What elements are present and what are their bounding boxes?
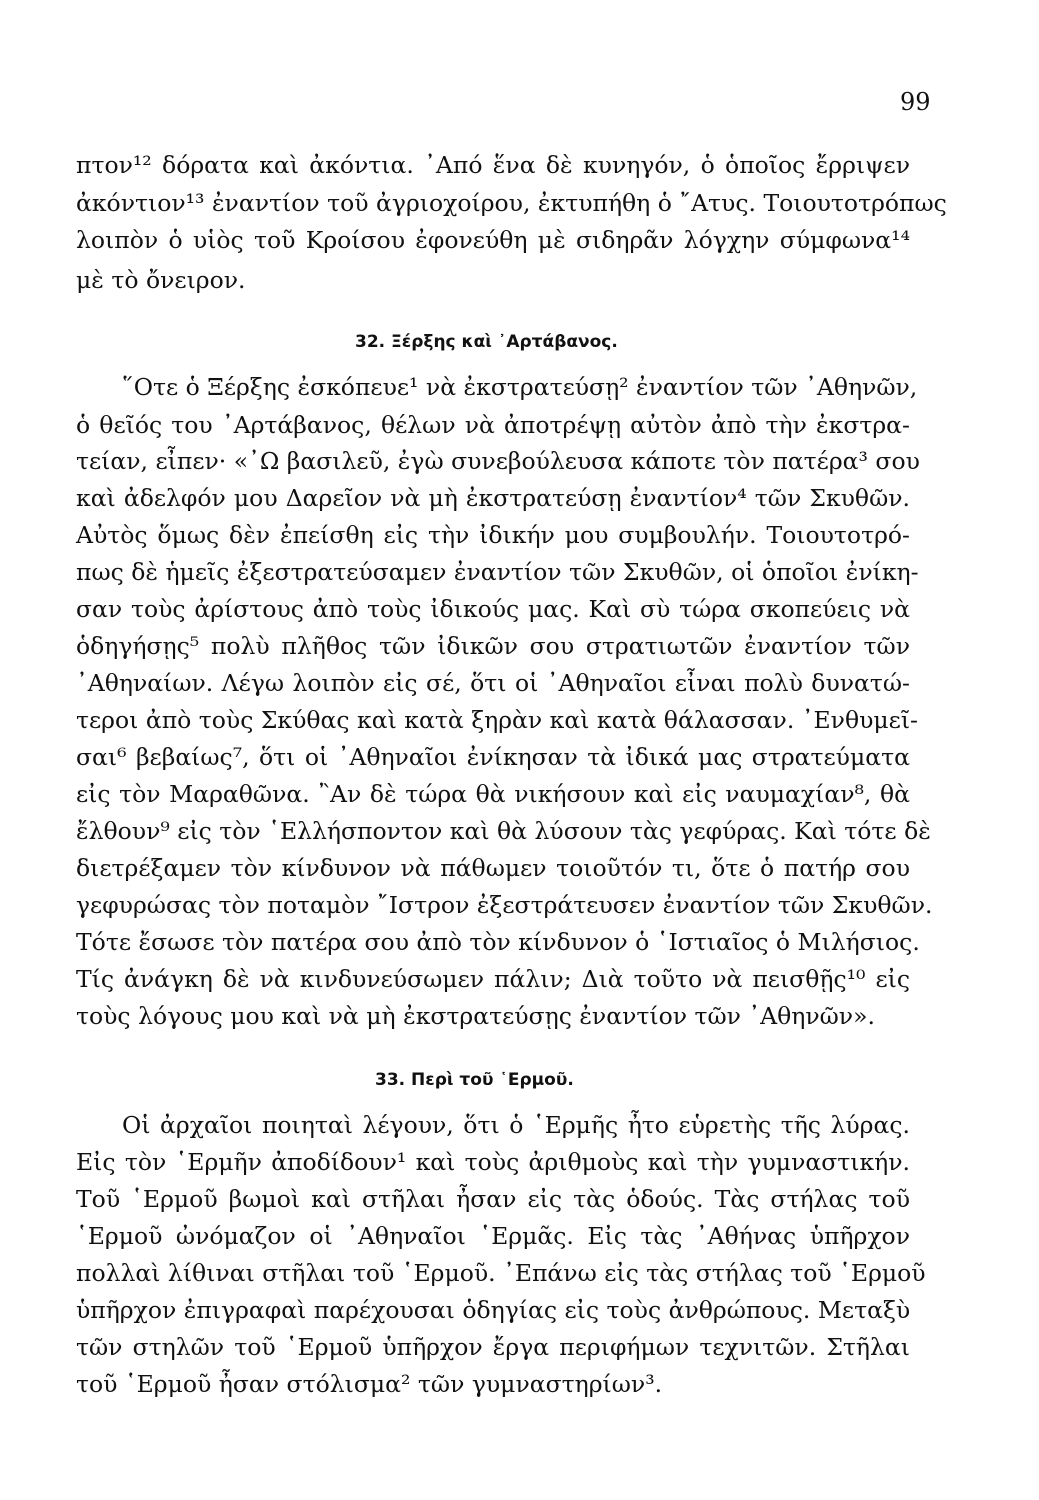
section-heading-33: 33. Περὶ τοῦ ῾Ερμοῦ. <box>375 1070 574 1090</box>
page-number: 99 <box>900 88 931 116</box>
text-line: τεροι ἀπὸ τοὺς Σκύθας καὶ κατὰ ξηρὰν καὶ κατὰ θάλασσαν. ᾿Ενθυμεῖ- <box>76 706 918 734</box>
text-line: σαν τοὺς ἀρίστους ἀπὸ τοὺς ἰδικούς μας. Καὶ σὺ τώρα σκοπεύεις νὰ <box>76 595 910 623</box>
text-line: Εἰς τὸν ῾Ερμῆν ἀποδίδουν¹ καὶ τοὺς ἀριθμοὺς καὶ τὴν γυμναστικήν. <box>76 1148 910 1176</box>
text-line: λοιπὸν ὁ υἱὸς τοῦ Κροίσου ἐφονεύθη μὲ σιδηρᾶν λόγχην σύμφωνα¹⁴ <box>76 226 910 254</box>
text-line: πολλαὶ λίθιναι στῆλαι τοῦ ῾Ερμοῦ. ᾿Επάνω εἰς τὰς στήλας τοῦ ῾Ερμοῦ <box>76 1259 926 1287</box>
text-line: σαι⁶ βεβαίως⁷, ὅτι οἱ ᾿Αθηναῖοι ἐνίκησαν τὰ ἰδικά μας στρατεύματα <box>76 743 910 771</box>
text-line: τείαν, εἶπεν· «᾿Ω βασιλεῦ, ἐγὼ συνεβούλευσα κάποτε τὸν πατέρα³ σου <box>76 447 920 475</box>
text-line: πως δὲ ἡμεῖς ἐξεστρατεύσαμεν ἐναντίον τῶν Σκυθῶν, οἱ ὁποῖοι ἐνίκη- <box>76 558 919 586</box>
text-line: γεφυρώσας τὸν ποταμὸν ῎Ιστρον ἐξεστράτευσεν ἐναντίον τῶν Σκυθῶν. <box>76 891 933 919</box>
text-line: ὁ θεῖός του ᾿Αρτάβανος, θέλων νὰ ἀποτρέψῃ αὐτὸν ἀπὸ τὴν ἐκστρα- <box>76 411 910 439</box>
text-line: πτον¹² δόρατα καὶ ἀκόντια. ᾿Από ἕνα δὲ κυνηγόν, ὁ ὁποῖος ἔρριψεν <box>76 151 910 179</box>
text-line: ᾿Αθηναίων. Λέγω λοιπὸν εἰς σέ, ὅτι οἱ ᾿Αθηναῖοι εἶναι πολὺ δυνατώ- <box>76 669 910 697</box>
text-line: ὑπῆρχον ἐπιγραφαὶ παρέχουσαι ὁδηγίας εἰς τοὺς ἀνθρώπους. Μεταξὺ <box>76 1296 911 1324</box>
text-line: Οἱ ἀρχαῖοι ποιηταὶ λέγουν, ὅτι ὁ ῾Ερμῆς ἦτο εὑρετὴς τῆς λύρας. <box>122 1111 910 1139</box>
text-line: διετρέξαμεν τὸν κίνδυνον νὰ πάθωμεν τοιοῦτόν τι, ὅτε ὁ πατήρ σου <box>76 854 910 882</box>
text-line: ἔλθουν⁹ εἰς τὸν ῾Ελλήσποντον καὶ θὰ λύσουν τὰς γεφύρας. Καὶ τότε δὲ <box>76 817 931 845</box>
text-line: ῾Ερμοῦ ὠνόμαζον οἱ ᾿Αθηναῖοι ῾Ερμᾶς. Εἰς τὰς ᾿Αθήνας ὑπῆρχον <box>76 1222 910 1250</box>
text-line: τῶν στηλῶν τοῦ ῾Ερμοῦ ὑπῆρχον ἔργα περιφήμων τεχνιτῶν. Στῆλαι <box>76 1333 910 1361</box>
text-line: τοῦ ῾Ερμοῦ ἦσαν στόλισμα² τῶν γυμναστηρίων³. <box>76 1370 663 1398</box>
text-line: Τότε ἔσωσε τὸν πατέρα σου ἀπὸ τὸν κίνδυνον ὁ ῾Ιστιαῖος ὁ Μιλήσιος. <box>76 928 920 956</box>
text-line: μὲ τὸ ὄνειρον. <box>76 266 246 294</box>
text-line: εἰς τὸν Μαραθῶνα. ῍Αν δὲ τώρα θὰ νικήσουν καὶ εἰς ναυμαχίαν⁸, θὰ <box>76 780 910 808</box>
text-line: ἀκόντιον¹³ ἐναντίον τοῦ ἀγριοχοίρου, ἐκτυπήθη ὁ ῎Ατυς. Τοιουτοτρόπως <box>76 189 947 217</box>
text-line: καὶ ἀδελφόν μου Δαρεῖον νὰ μὴ ἐκστρατεύσῃ ἐναντίον⁴ τῶν Σκυθῶν. <box>76 484 910 512</box>
text-line: Τίς ἀνάγκη δὲ νὰ κινδυνεύσωμεν πάλιν; Διὰ τοῦτο νὰ πεισθῇς¹⁰ εἰς <box>76 965 910 993</box>
text-line: Αὐτὸς ὅμως δὲν ἐπείσθη εἰς τὴν ἰδικήν μου συμβουλήν. Τοιουτοτρό- <box>76 521 910 549</box>
section-heading-32: 32. Ξέρξης καὶ ᾿Αρτάβανος. <box>355 332 618 352</box>
text-line: ὁδηγήσῃς⁵ πολὺ πλῆθος τῶν ἰδικῶν σου στρατιωτῶν ἐναντίον τῶν <box>76 632 910 660</box>
text-line: Τοῦ ῾Ερμοῦ βωμοὶ καὶ στῆλαι ἦσαν εἰς τὰς ὁδούς. Τὰς στήλας τοῦ <box>76 1185 910 1213</box>
text-line: τοὺς λόγους μου καὶ νὰ μὴ ἐκστρατεύσῃς ἐναντίον τῶν ᾿Αθηνῶν». <box>76 1002 875 1030</box>
text-line: ῞Οτε ὁ Ξέρξης ἐσκόπευε¹ νὰ ἐκστρατεύσῃ² ἐναντίον τῶν ᾿Αθηνῶν, <box>122 373 918 401</box>
